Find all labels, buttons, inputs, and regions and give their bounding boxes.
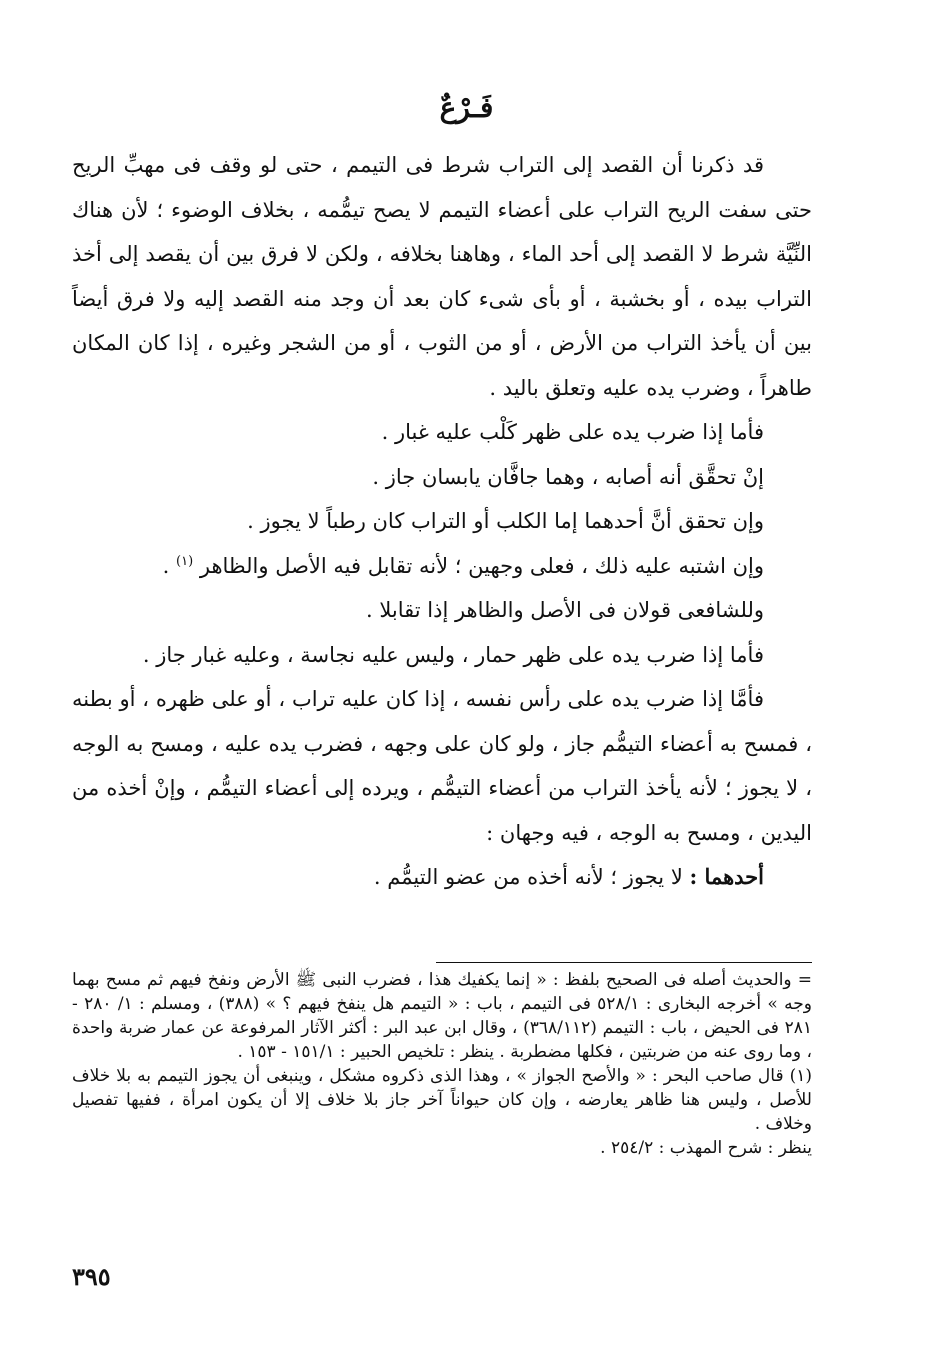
paragraph-doubt-end: . xyxy=(162,553,177,578)
footnote-reference[interactable]: (١) xyxy=(176,553,194,569)
footnote-continued: = والحديث أصله فى الصحيح بلفظ : « إنما يكفيك هذا ، فضرب النبى ﷺ الأرض ونفخ فيهم ثم مسح بهما وجه » أخرجه البخارى : ٥٢٨/١ فى التيمم ، باب : « التيمم هل ينفخ فيهم ؟ » (٣٨٨) ، ومسلم : ١/ ٢٨٠ - ٢٨١ فى الحيض ، باب : التيمم (٣٦٨/١١٢) ، وقال ابن عبد البر : أكثر الآثار المرفوعة عن عمار ضربة واحدة ، وما روى عنه من ضربتين ، فكلها مضطربة . ينظر : تلخيص الحبير : ١٥١/١ - ١٥٣ . xyxy=(72,970,812,1062)
paragraph-donkey: فأما إذا ضرب يده على ظهر حمار ، وليس عليه نجاسة ، وعليه غبار جاز . xyxy=(142,642,764,667)
main-text xyxy=(72,143,812,900)
page-number: ٣٩٥ xyxy=(72,1262,111,1291)
paragraph-dog: فأما إذا ضرب يده على ظهر كَلْب عليه غبار . xyxy=(381,420,764,444)
paragraph-first-view xyxy=(72,855,812,900)
footnote-divider xyxy=(436,962,812,963)
paragraph-head: فأمَّا إذا ضرب يده على رأس نفسه ، إذا كان عليه تراب ، أو على ظهره ، أو بطنه ، فمسح به أعضاء التيمُّم جاز ، ولو كان على وجهه ، فضرب يده عليه ، ومسح به الوجه ، لا يجوز ؛ لأنه يأخذ التراب من أعضاء التيمُّم ، ويرده إلى أعضاء التيمُّم ، وإنْ أخذه من اليدين ، ومسح به الوجه ، فيه وجهان : xyxy=(72,687,812,845)
footnote-reference-line: ينظر : شرح المهذب : ٢٥٤/٢ . xyxy=(600,1138,812,1158)
paragraph-dry: إنْ تحقَّق أنه أصابه ، وهما جافَّان يابسان جاز . xyxy=(372,464,764,489)
first-view-text: لا يجوز ؛ لأنه أخذه من عضو التيمُّم . xyxy=(373,865,690,889)
paragraph-doubt-text: وإن اشتبه عليه ذلك ، فعلى وجهين ؛ لأنه تقابل فيه الأصل والظاهر xyxy=(199,553,764,578)
paragraph-shafii: وللشافعى قولان فى الأصل والظاهر إذا تقابلا . xyxy=(366,598,764,622)
paragraph-wet: وإن تحقق أنَّ أحدهما إما الكلب أو التراب كان رطباً لا يجوز . xyxy=(247,509,764,533)
section-heading: فَـرْعٌ xyxy=(439,91,494,124)
paragraph-intro: قد ذكرنا أن القصد إلى التراب شرط فى التيمم ، حتى لو وقف فى مهبِّ الريح حتى سفت الريح التراب على أعضاء التيمم لا يصح تيمُّمه ، بخلاف الوضوء ؛ لأن هناك النِّيَّة شرط لا القصد إلى أحد الماء ، وهاهنا بخلافه ، ولكن لا فرق بين أن يقصد إلى أخذ التراب بيده ، أو بخشبة ، أو بأى شىء كان بعد أن وجد منه القصد إليه ولا فرق أيضاً بين أن يأخذ التراب من الأرض ، أو من الثوب ، أو من الشجر وغيره ، إذا كان المكان طاهراً ، وضرب يده عليه وتعلق باليد . xyxy=(72,153,812,400)
footnote-1: (١) قال صاحب البحر : « والأصح الجواز » ، وهذا الذى ذكروه مشكل ، وينبغى أن يجوز التيمم به بلا خلاف للأصل ، وليس هنا ظاهر يعارضه ، وإن كان حيواناً آخر جاز بلا خلاف إلا أن يكون امرأة ، ففيها تفصيل وخلاف . xyxy=(72,1066,812,1134)
footnotes xyxy=(72,968,812,1160)
paragraph-doubt xyxy=(72,544,812,589)
first-view-label: أحدهما : xyxy=(689,864,764,889)
